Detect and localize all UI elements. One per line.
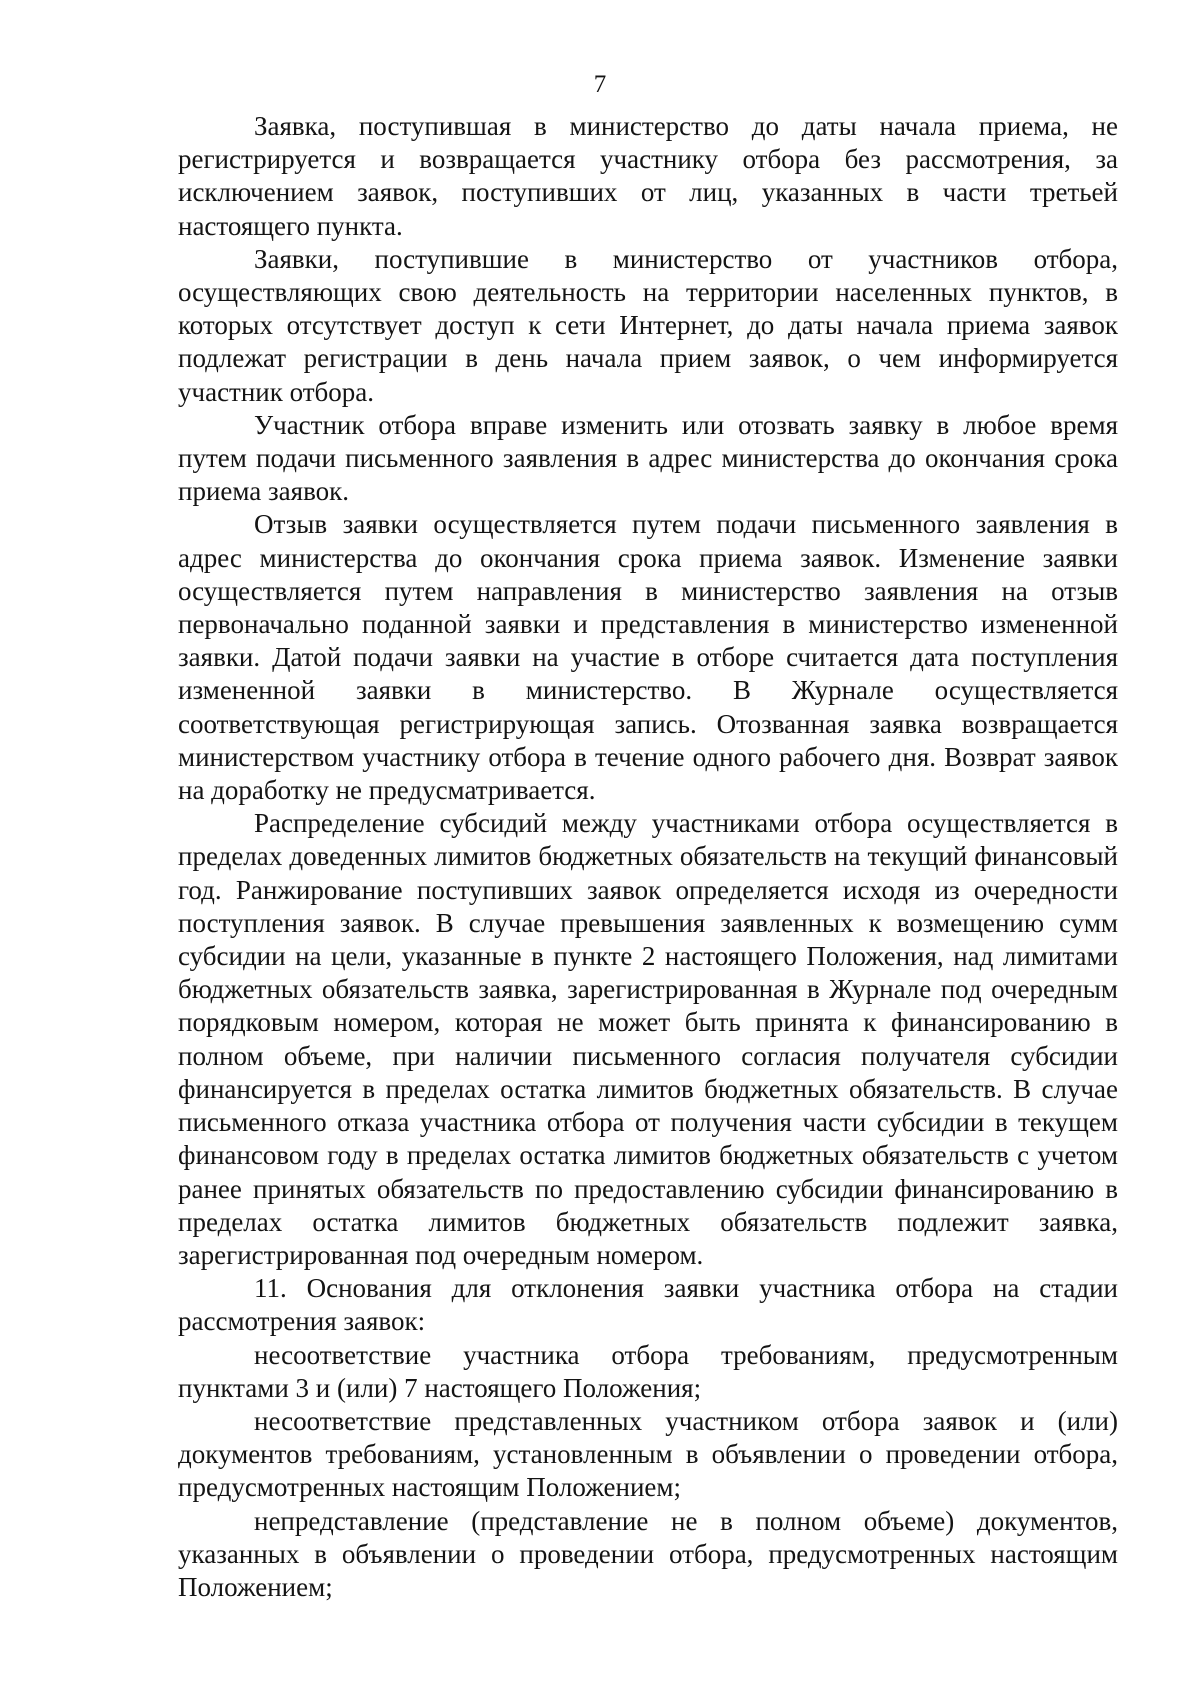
paragraph-subsidy-distribution: Распределение субсидий между участниками отбора осуществляется в пределах доведенных лимитов бюджетных обязательств на текущий финансовый год. Ранжирование поступивших заявок определяется исходя из очередности поступления заявок. В случае превышения заявленных к возмещению сумм субсидии на цели, указанные в пункте 2 настоящего Положения, над лимитами бюджетных обязательств заявка, зарегистрированная в Журнале под очередным порядковым номером, которая не может быть принята к финансированию в полном объеме, при наличии письменного согласия получателя субсидии финансируется в пределах остатка лимитов бюджетных обязательств. В случае письменного отказа участника отбора от получения части субсидии в текущем финансовом году в пределах остатка лимитов бюджетных обязательств с учетом ранее принятых обязательств по предоставлению субсидии финансированию в пределах остатка лимитов бюджетных обязательств подлежит заявка, зарегистрированная под очередным номером. (178, 808, 1118, 1270)
page-number: 7 (593, 71, 607, 98)
paragraph-rejection-grounds-heading: 11. Основания для отклонения заявки участника отбора на стадии рассмотрения заявок: (178, 1273, 1118, 1337)
list-item-documents-nonconformity: несоответствие представленных участником отбора заявок и (или) документов требованиям, установленным в объявлении о проведении отбора, предусмотренных настоящим Положением; (178, 1405, 1118, 1503)
paragraph-change-or-withdraw: Участник отбора вправе изменить или отозвать заявку в любое время путем подачи письменного заявления в адрес министерства до окончания срока приема заявок. (178, 409, 1118, 507)
paragraph-early-application: Заявка, поступившая в министерство до даты начала приема, не регистрируется и возвращается участнику отбора без рассмотрения, за исключением заявок, поступивших от лиц, указанных в части третьей настоящего пункта. (178, 111, 1118, 241)
paragraph-no-internet-registration: Заявки, поступившие в министерство от участников отбора, осуществляющих свою деятельность на территории населенных пунктов, в которых отсутствует доступ к сети Интернет, до даты начала приема заявок подлежат регистрации в день начала прием заявок, о чем информируется участник отбора. (178, 243, 1118, 407)
paragraph-withdrawal-procedure: Отзыв заявки осуществляется путем подачи письменного заявления в адрес министерства до окончания срока приема заявок. Изменение заявки осуществляется путем направления в министерство заявления на отзыв первоначально поданной заявки и представления в министерство измененной заявки. Датой подачи заявки на участие в отборе считается дата поступления измененной заявки в министерство. В Журнале осуществляется соответствующая регистрирующая запись. Отозванная заявка возвращается министерством участнику отбора в течение одного рабочего дня. Возврат заявок на доработку не предусматривается. (178, 509, 1118, 806)
list-item-documents-missing: непредставление (представление не в полном объеме) документов, указанных в объявлении о проведении отбора, предусмотренных настоящим Положением; (178, 1505, 1118, 1602)
document-body (178, 110, 1118, 1604)
list-item-participant-nonconformity: несоответствие участника отбора требованиям, предусмотренным пунктами 3 и (или) 7 настоящего Положения; (178, 1339, 1118, 1403)
